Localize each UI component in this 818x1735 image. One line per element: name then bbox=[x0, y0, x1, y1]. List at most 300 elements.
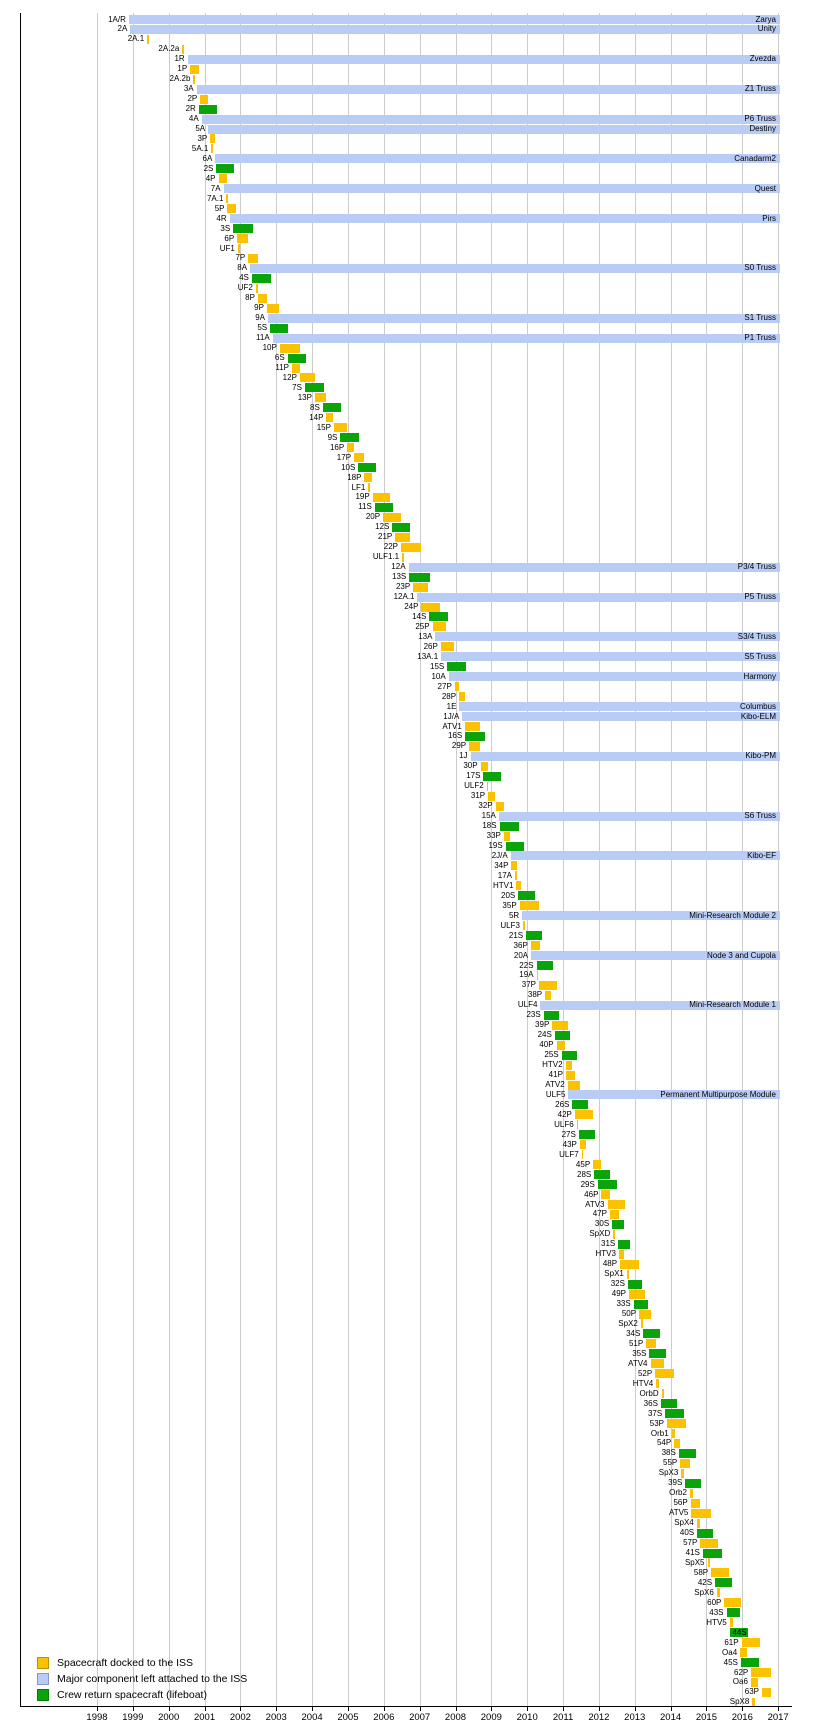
mission-bar-22p bbox=[401, 543, 421, 552]
mission-label-orb1: Orb1 bbox=[650, 1428, 669, 1438]
mission-label-45s: 45S bbox=[723, 1657, 738, 1667]
component-name-z1-truss: Z1 Truss bbox=[744, 84, 776, 94]
mission-label-5p: 5P bbox=[214, 203, 225, 213]
mission-bar-11s bbox=[375, 503, 394, 512]
mission-label-55p: 55P bbox=[663, 1458, 678, 1468]
component-color-swatch bbox=[37, 1673, 49, 1685]
mission-label-36p: 36P bbox=[513, 940, 528, 950]
mission-bar-spx2 bbox=[641, 1319, 643, 1328]
mission-label-12p: 12P bbox=[282, 372, 297, 382]
mission-bar-14s bbox=[429, 612, 448, 621]
mission-label-42s: 42S bbox=[697, 1577, 713, 1587]
mission-bar-17s bbox=[483, 772, 501, 781]
mission-bar-9s bbox=[340, 433, 359, 442]
mission-label-25s: 25S bbox=[544, 1050, 559, 1060]
mission-bar-oa4 bbox=[740, 1648, 747, 1657]
mission-bar-14p bbox=[326, 413, 332, 422]
mission-bar-2s bbox=[216, 164, 234, 173]
mission-label-10s: 10S bbox=[341, 462, 356, 472]
mission-label-41p: 41P bbox=[548, 1070, 563, 1080]
mission-label-44s: 44S bbox=[732, 1627, 747, 1637]
mission-bar-47p bbox=[610, 1210, 619, 1219]
year-label: 2009 bbox=[480, 1712, 502, 1723]
year-label: 2012 bbox=[588, 1712, 610, 1723]
mission-bar-36p bbox=[531, 941, 540, 950]
mission-bar-spx5 bbox=[708, 1558, 711, 1567]
mission-label-25p: 25P bbox=[415, 621, 430, 631]
mission-bar-oa6 bbox=[751, 1678, 759, 1687]
mission-bar-31s bbox=[618, 1240, 630, 1249]
mission-label-22s: 22S bbox=[519, 960, 534, 970]
mission-bar-40s bbox=[697, 1529, 713, 1538]
mission-bar-39s bbox=[685, 1479, 701, 1488]
mission-label-8s: 8S bbox=[310, 402, 320, 412]
mission-label-4r: 4R bbox=[216, 213, 227, 223]
mission-label-10p: 10P bbox=[262, 343, 277, 353]
mission-bar-51p bbox=[646, 1339, 655, 1348]
mission-label-21p: 21P bbox=[378, 532, 393, 542]
year-tickmark bbox=[348, 1706, 349, 1711]
mission-bar-17p bbox=[354, 453, 364, 462]
docked-color-swatch bbox=[37, 1657, 49, 1669]
x-axis-line bbox=[20, 1706, 792, 1707]
mission-label-htv3: HTV3 bbox=[595, 1249, 616, 1259]
mission-label-6s: 6S bbox=[274, 353, 285, 363]
mission-label-orb2: Orb2 bbox=[669, 1488, 687, 1498]
mission-label-27s: 27S bbox=[561, 1129, 576, 1139]
mission-label-4a: 4A bbox=[188, 114, 199, 124]
mission-bar-htv1 bbox=[516, 881, 521, 890]
legend-label-docked: Spacecraft docked to the ISS bbox=[57, 1657, 193, 1669]
mission-bar-45s bbox=[741, 1658, 759, 1667]
component-name-mini-research-module-2: Mini-Research Module 2 bbox=[689, 910, 776, 920]
year-tickmark bbox=[599, 1706, 600, 1711]
mission-bar-spx1 bbox=[627, 1270, 629, 1279]
component-name-p6-truss: P6 Truss bbox=[744, 114, 776, 124]
mission-bar-spx4 bbox=[697, 1519, 700, 1528]
mission-bar-38p bbox=[545, 991, 551, 1000]
mission-bar-30p bbox=[481, 762, 489, 771]
mission-label-9a: 9A bbox=[255, 313, 265, 323]
mission-label-46p: 46P bbox=[584, 1189, 599, 1199]
mission-label-35s: 35S bbox=[632, 1348, 647, 1358]
mission-bar-5p bbox=[227, 204, 236, 213]
mission-label-6a: 6A bbox=[202, 153, 213, 163]
mission-bar-spx3 bbox=[681, 1469, 684, 1478]
mission-label-2a-1: 2A.1 bbox=[127, 34, 145, 44]
mission-label-60p: 60P bbox=[707, 1597, 722, 1607]
mission-label-11p: 11P bbox=[275, 363, 290, 373]
mission-label-2a-2a: 2A.2a bbox=[158, 44, 180, 54]
mission-label-2j-a: 2J/A bbox=[491, 850, 508, 860]
mission-label-43p: 43P bbox=[562, 1139, 577, 1149]
component-name-p5-truss: P5 Truss bbox=[744, 592, 776, 602]
year-tickmark bbox=[527, 1706, 528, 1711]
mission-label-17p: 17P bbox=[336, 452, 352, 462]
mission-bar-16s bbox=[465, 732, 484, 741]
year-tickmark bbox=[276, 1706, 277, 1711]
mission-bar-htv3 bbox=[619, 1250, 624, 1259]
mission-bar-57p bbox=[700, 1539, 717, 1548]
mission-label-3p: 3P bbox=[197, 133, 208, 143]
mission-label-3s: 3S bbox=[220, 223, 231, 233]
year-label: 2006 bbox=[373, 1712, 395, 1723]
mission-bar-7p bbox=[248, 254, 257, 263]
mission-bar-ulf1-1 bbox=[402, 553, 404, 562]
mission-label-12a-1: 12A.1 bbox=[393, 592, 415, 602]
component-name-harmony: Harmony bbox=[743, 671, 776, 681]
mission-label-39s: 39S bbox=[668, 1478, 683, 1488]
mission-bar-orbd bbox=[662, 1389, 664, 1398]
mission-label-2a-2b: 2A.2b bbox=[169, 74, 191, 84]
mission-label-19s: 19S bbox=[488, 841, 503, 850]
mission-label-38p: 38P bbox=[527, 990, 543, 1000]
mission-bar-58p bbox=[711, 1568, 729, 1577]
mission-bar-18s bbox=[500, 822, 520, 831]
mission-bar-34p bbox=[511, 861, 517, 870]
mission-label-45p: 45P bbox=[575, 1159, 591, 1169]
year-tickmark bbox=[169, 1706, 170, 1711]
mission-bar-12s bbox=[392, 523, 410, 532]
mission-label-15s: 15S bbox=[430, 661, 445, 671]
mission-bar-28p bbox=[459, 692, 465, 701]
mission-label-4s: 4S bbox=[239, 273, 249, 283]
mission-bar-20s bbox=[518, 891, 534, 900]
mission-label-5a: 5A bbox=[195, 124, 206, 134]
mission-label-34p: 34P bbox=[494, 860, 509, 870]
component-name-zvezda: Zvezda bbox=[749, 54, 776, 64]
mission-label-28p: 28P bbox=[441, 691, 457, 701]
mission-label-spx4: SpX4 bbox=[674, 1518, 694, 1528]
mission-bar-26s bbox=[572, 1100, 588, 1109]
mission-bar-22s bbox=[537, 961, 554, 970]
mission-label-spx3: SpX3 bbox=[658, 1468, 679, 1478]
mission-bar-8p bbox=[258, 294, 267, 303]
year-label: 2015 bbox=[695, 1712, 717, 1723]
year-tickmark bbox=[706, 1706, 707, 1711]
component-name-s1-truss: S1 Truss bbox=[744, 313, 776, 323]
mission-bar-35s bbox=[649, 1349, 665, 1358]
mission-bar-3p bbox=[210, 134, 215, 143]
mission-bar-62p bbox=[751, 1668, 770, 1677]
year-label: 2007 bbox=[409, 1712, 431, 1723]
component-name-kibo-elm: Kibo-ELM bbox=[740, 711, 776, 721]
mission-label-1j-a: 1J/A bbox=[443, 711, 460, 721]
year-label: 2002 bbox=[229, 1712, 251, 1723]
mission-label-30p: 30P bbox=[463, 761, 478, 771]
mission-label-7p: 7P bbox=[235, 253, 246, 263]
mission-label-41s: 41S bbox=[685, 1548, 700, 1558]
mission-label-40s: 40S bbox=[679, 1528, 695, 1538]
mission-bar-61p bbox=[742, 1638, 761, 1647]
mission-label-57p: 57P bbox=[683, 1538, 698, 1548]
mission-label-ulf2: ULF2 bbox=[464, 781, 484, 791]
mission-label-20p: 20P bbox=[365, 512, 381, 522]
mission-bar-37p bbox=[539, 981, 557, 990]
mission-label-11a: 11A bbox=[256, 333, 270, 343]
mission-bar-6s bbox=[288, 354, 306, 363]
component-name-zarya: Zarya bbox=[755, 14, 776, 24]
mission-label-23p: 23P bbox=[395, 582, 411, 592]
component-name-s0-truss: S0 Truss bbox=[744, 263, 776, 273]
legend-label-lifeboat: Crew return spacecraft (lifeboat) bbox=[57, 1689, 207, 1701]
mission-bar-12p bbox=[300, 373, 315, 382]
mission-bar-19s bbox=[506, 842, 525, 851]
mission-label-10a: 10A bbox=[431, 671, 446, 681]
mission-label-63p: 63P bbox=[744, 1687, 760, 1697]
mission-bar-40p bbox=[557, 1041, 566, 1050]
mission-bar-54p bbox=[674, 1439, 680, 1448]
mission-bar-24s bbox=[555, 1031, 570, 1040]
mission-label-47p: 47P bbox=[592, 1209, 607, 1219]
mission-label-5s: 5S bbox=[257, 323, 268, 333]
mission-label-7a-1: 7A.1 bbox=[206, 193, 224, 203]
mission-label-1j: 1J bbox=[459, 751, 468, 761]
component-name-kibo-ef: Kibo-EF bbox=[747, 850, 776, 860]
mission-label-ulf5: ULF5 bbox=[545, 1089, 566, 1099]
year-gridline bbox=[97, 13, 98, 1706]
mission-bar-ulf2 bbox=[487, 782, 489, 791]
mission-label-uf1: UF1 bbox=[219, 243, 235, 253]
mission-bar-10s bbox=[358, 463, 375, 472]
year-tickmark bbox=[671, 1706, 672, 1711]
mission-label-7s: 7S bbox=[292, 382, 302, 392]
mission-bar-63p bbox=[762, 1688, 771, 1697]
mission-label-5r: 5R bbox=[508, 910, 520, 920]
mission-bar-5a-1 bbox=[211, 144, 213, 153]
mission-label-24s: 24S bbox=[537, 1030, 552, 1040]
year-label: 1999 bbox=[122, 1712, 144, 1723]
mission-label-31s: 31S bbox=[601, 1239, 616, 1249]
mission-label-oa6: Oa6 bbox=[732, 1677, 748, 1687]
component-name-columbus: Columbus bbox=[739, 701, 776, 711]
mission-label-atv4: ATV4 bbox=[628, 1358, 648, 1368]
mission-bar-uf1 bbox=[238, 244, 240, 253]
mission-bar-45p bbox=[593, 1160, 601, 1169]
year-tickmark bbox=[456, 1706, 457, 1711]
mission-label-14s: 14S bbox=[412, 611, 427, 621]
mission-bar-18p bbox=[364, 473, 372, 482]
mission-label-54p: 54P bbox=[656, 1438, 672, 1448]
mission-label-36s: 36S bbox=[643, 1398, 658, 1408]
mission-bar-ulf7 bbox=[582, 1150, 584, 1159]
mission-label-13p: 13P bbox=[297, 392, 312, 402]
mission-label-spx8: SpX8 bbox=[729, 1697, 750, 1707]
mission-label-17a: 17A bbox=[497, 870, 512, 880]
mission-label-1e: 1E bbox=[446, 701, 457, 711]
year-tickmark bbox=[420, 1706, 421, 1711]
mission-label-33s: 33S bbox=[616, 1299, 631, 1309]
year-label: 2004 bbox=[301, 1712, 323, 1723]
year-label: 2000 bbox=[158, 1712, 180, 1723]
mission-label-ulf4: ULF4 bbox=[517, 1000, 538, 1010]
mission-bar-30s bbox=[612, 1220, 624, 1229]
mission-bar-15s bbox=[447, 662, 466, 671]
mission-bar-10p bbox=[280, 344, 300, 353]
mission-label-24p: 24P bbox=[404, 602, 419, 612]
mission-bar-19p bbox=[373, 493, 390, 502]
component-name-s5-truss: S5 Truss bbox=[744, 651, 776, 661]
mission-bar-8s bbox=[323, 403, 341, 412]
mission-label-61p: 61P bbox=[724, 1637, 739, 1647]
mission-label-17s: 17S bbox=[466, 771, 481, 781]
mission-label-ulf7: ULF7 bbox=[559, 1149, 579, 1159]
mission-label-14p: 14P bbox=[309, 412, 324, 422]
mission-bar-41s bbox=[703, 1549, 722, 1558]
mission-label-atv5: ATV5 bbox=[668, 1508, 689, 1518]
mission-label-18s: 18S bbox=[482, 821, 497, 831]
mission-label-16s: 16S bbox=[447, 731, 463, 741]
mission-bar-33s bbox=[634, 1300, 648, 1309]
year-label: 2017 bbox=[767, 1712, 789, 1723]
mission-bar-7s bbox=[305, 383, 324, 392]
year-label: 2001 bbox=[193, 1712, 216, 1723]
mission-label-orbd: OrbD bbox=[639, 1388, 659, 1398]
mission-label-2r: 2R bbox=[185, 104, 196, 114]
mission-bar-21s bbox=[526, 931, 542, 940]
mission-bar-uf2 bbox=[256, 284, 258, 293]
mission-label-21s: 21S bbox=[508, 930, 524, 940]
mission-label-htv4: HTV4 bbox=[632, 1378, 654, 1388]
mission-bar-htv5 bbox=[730, 1618, 733, 1627]
mission-label-32s: 32S bbox=[610, 1279, 625, 1289]
mission-bar-16p bbox=[347, 443, 353, 452]
mission-bar-42p bbox=[575, 1110, 593, 1119]
mission-label-38s: 38S bbox=[661, 1448, 676, 1458]
mission-bar-48p bbox=[620, 1260, 639, 1269]
mission-bar-37s bbox=[665, 1409, 684, 1418]
mission-bar-38s bbox=[679, 1449, 696, 1458]
mission-label-48p: 48P bbox=[602, 1259, 618, 1269]
mission-label-31p: 31P bbox=[470, 791, 486, 801]
mission-label-35p: 35P bbox=[502, 900, 517, 910]
y-axis-line bbox=[20, 13, 21, 1706]
year-tickmark bbox=[563, 1706, 564, 1711]
year-label: 2003 bbox=[265, 1712, 287, 1723]
mission-label-htv1: HTV1 bbox=[492, 880, 514, 890]
year-label: 2016 bbox=[731, 1712, 753, 1723]
mission-label-18p: 18P bbox=[347, 472, 362, 482]
mission-label-11s: 11S bbox=[358, 502, 372, 512]
year-tickmark bbox=[97, 1706, 98, 1711]
mission-label-9p: 9P bbox=[254, 303, 264, 313]
mission-label-53p: 53P bbox=[649, 1418, 664, 1428]
mission-label-42p: 42P bbox=[557, 1109, 572, 1119]
year-label: 2005 bbox=[337, 1712, 359, 1723]
mission-bar-11p bbox=[292, 364, 300, 373]
component-name-p3-4-truss: P3/4 Truss bbox=[737, 562, 776, 572]
component-name-mini-research-module-1: Mini-Research Module 1 bbox=[689, 1000, 776, 1010]
component-name-pirs: Pirs bbox=[762, 213, 776, 223]
mission-label-12s: 12S bbox=[375, 522, 390, 532]
mission-label-ulf6: ULF6 bbox=[554, 1119, 574, 1129]
mission-label-9s: 9S bbox=[327, 432, 338, 442]
mission-bar-49p bbox=[629, 1290, 645, 1299]
mission-label-15a: 15A bbox=[481, 811, 496, 821]
mission-label-26p: 26P bbox=[423, 641, 438, 651]
mission-bar-35p bbox=[520, 901, 539, 910]
mission-bar-43p bbox=[580, 1140, 586, 1149]
mission-bar-46p bbox=[601, 1190, 609, 1199]
year-tickmark bbox=[384, 1706, 385, 1711]
mission-bar-ulf6 bbox=[577, 1120, 579, 1129]
component-name-unity: Unity bbox=[757, 24, 776, 34]
mission-label-51p: 51P bbox=[628, 1338, 644, 1348]
mission-label-27p: 27P bbox=[437, 681, 452, 691]
year-label: 2013 bbox=[624, 1712, 646, 1723]
mission-bar-7a-1 bbox=[226, 194, 228, 203]
mission-bar-52p bbox=[655, 1369, 674, 1378]
mission-bar-atv2 bbox=[568, 1081, 580, 1090]
mission-label-8a: 8A bbox=[237, 263, 248, 273]
mission-label-uf2: UF2 bbox=[237, 283, 253, 293]
component-name-p1-truss: P1 Truss bbox=[744, 333, 776, 343]
mission-label-30s: 30S bbox=[594, 1219, 610, 1229]
mission-label-1r: 1R bbox=[174, 54, 185, 64]
mission-bar-25s bbox=[562, 1051, 577, 1060]
year-tickmark bbox=[205, 1706, 206, 1711]
mission-label-2a: 2A bbox=[117, 24, 128, 34]
mission-label-19a: 19A bbox=[519, 970, 534, 980]
mission-bar-17a bbox=[515, 871, 517, 880]
mission-bar-2a-2b bbox=[193, 75, 195, 84]
mission-label-8p: 8P bbox=[245, 293, 255, 303]
mission-label-lf1: LF1 bbox=[351, 482, 366, 492]
mission-label-13s: 13S bbox=[392, 572, 407, 582]
mission-bar-3s bbox=[233, 224, 252, 233]
component-name-permanent-multipurpose-module: Permanent Multipurpose Module bbox=[660, 1089, 776, 1099]
mission-label-28s: 28S bbox=[577, 1169, 592, 1179]
mission-bar-60p bbox=[724, 1598, 741, 1607]
mission-label-ulf1-1: ULF1.1 bbox=[372, 552, 400, 562]
mission-bar-4p bbox=[219, 174, 228, 183]
mission-bar-13s bbox=[409, 573, 430, 582]
year-tickmark bbox=[742, 1706, 743, 1711]
mission-label-4p: 4P bbox=[205, 173, 216, 183]
year-gridline bbox=[133, 13, 134, 1706]
mission-bar-55p bbox=[680, 1459, 690, 1468]
mission-bar-1p bbox=[190, 65, 199, 74]
mission-label-13a: 13A bbox=[418, 631, 433, 641]
mission-bar-42s bbox=[715, 1578, 731, 1587]
mission-bar-13p bbox=[315, 393, 326, 402]
mission-label-50p: 50P bbox=[621, 1309, 637, 1319]
component-name-canadarm2: Canadarm2 bbox=[734, 153, 776, 163]
mission-bar-56p bbox=[691, 1499, 700, 1508]
mission-label-13a-1: 13A.1 bbox=[417, 651, 439, 661]
mission-bar-24p bbox=[421, 603, 440, 612]
mission-label-spx1: SpX1 bbox=[604, 1269, 624, 1279]
mission-bar-2a-2a bbox=[182, 45, 184, 54]
mission-label-spx5: SpX5 bbox=[684, 1557, 705, 1567]
mission-bar-spx6 bbox=[717, 1588, 720, 1597]
mission-label-20a: 20A bbox=[513, 950, 529, 960]
mission-label-6p: 6P bbox=[224, 233, 235, 243]
mission-label-spx6: SpX6 bbox=[694, 1587, 714, 1597]
year-label: 2011 bbox=[552, 1712, 574, 1723]
year-label: 2008 bbox=[444, 1712, 467, 1723]
mission-label-58p: 58P bbox=[693, 1567, 709, 1577]
mission-label-oa4: Oa4 bbox=[722, 1647, 738, 1657]
mission-bar-15p bbox=[334, 423, 347, 432]
mission-label-32p: 32P bbox=[478, 801, 493, 811]
mission-label-1p: 1P bbox=[177, 64, 188, 74]
year-tickmark bbox=[491, 1706, 492, 1711]
mission-bar-27s bbox=[579, 1130, 595, 1139]
mission-bar-htv4 bbox=[656, 1379, 659, 1388]
mission-bar-2a-1 bbox=[147, 35, 149, 44]
mission-bar-2p bbox=[200, 95, 208, 104]
